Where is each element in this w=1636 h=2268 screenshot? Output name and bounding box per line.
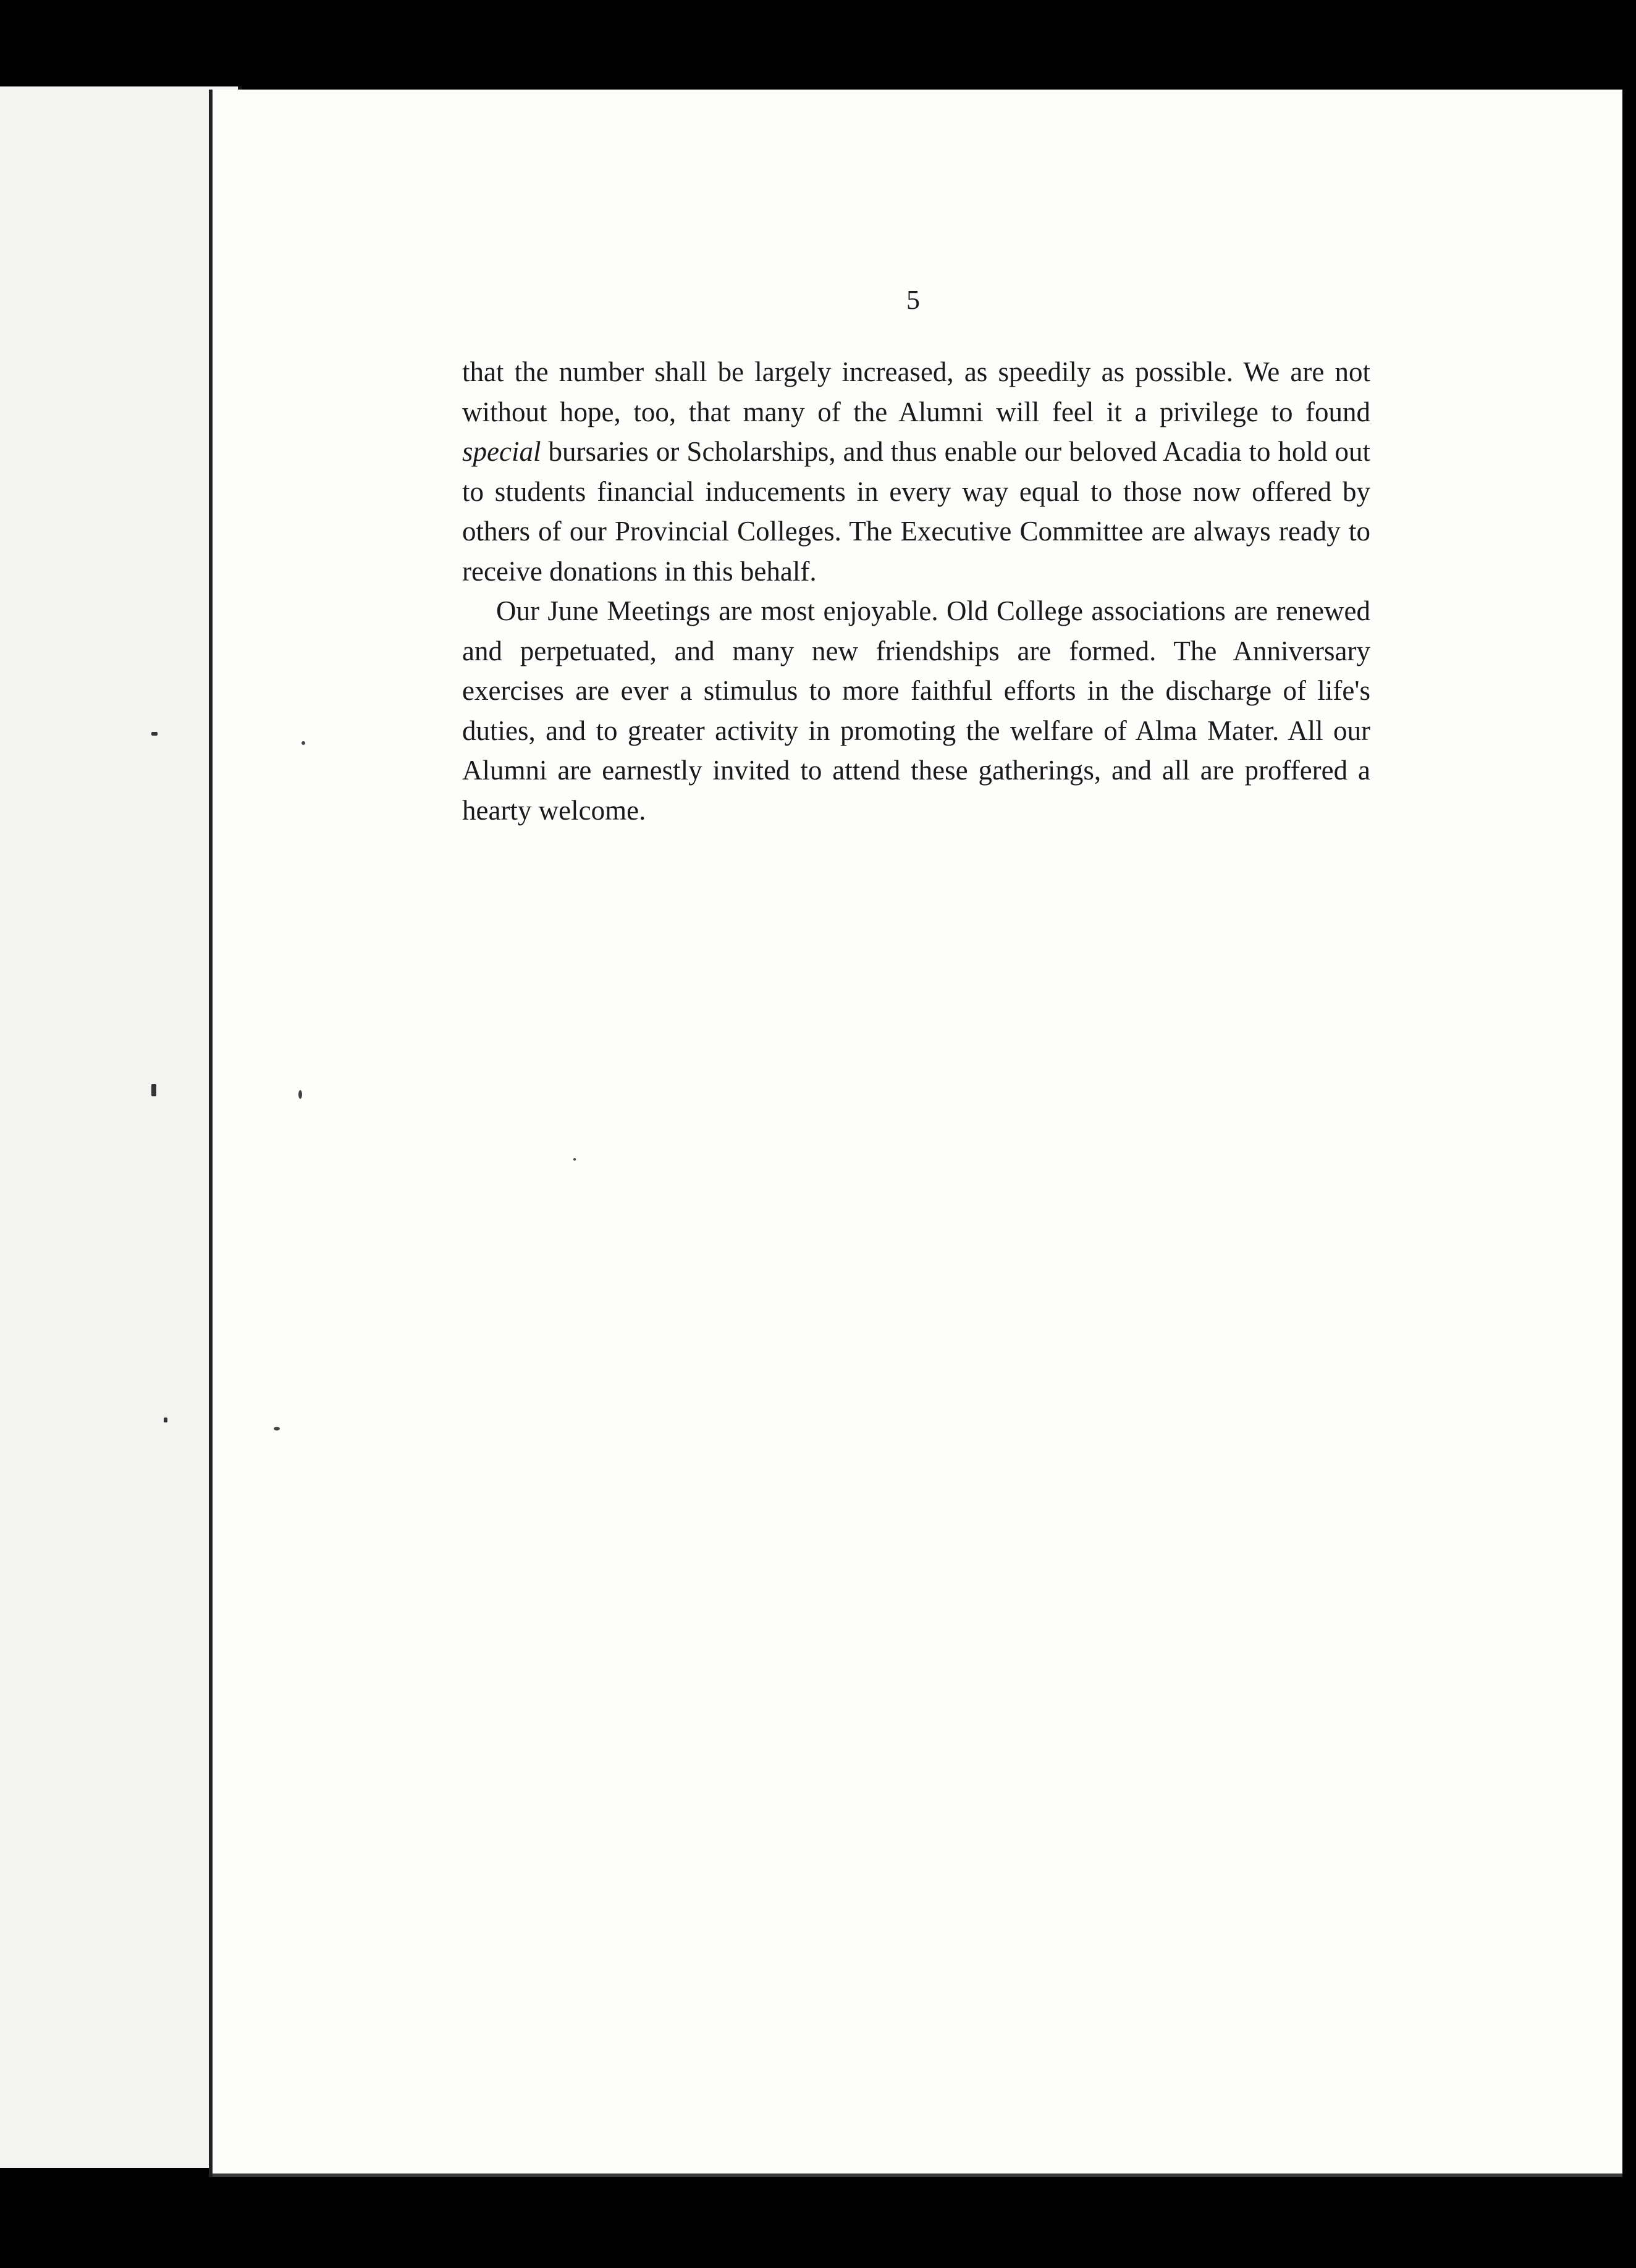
ink-speck	[151, 732, 158, 736]
ink-speck	[151, 1084, 156, 1096]
italic-word: special	[462, 436, 541, 467]
ink-speck	[298, 1090, 302, 1099]
page-number: 5	[906, 285, 920, 315]
ink-speck	[301, 741, 305, 745]
book-page	[209, 90, 1622, 2177]
ink-speck	[274, 1427, 280, 1430]
previous-page-edge	[0, 86, 242, 2168]
previous-page-text-fragments	[0, 86, 238, 2168]
paragraph	[462, 352, 1370, 591]
paragraph-text: bursaries or Scholarships, and thus enable our beloved Acadia to hold out to students financial inducements in every way equal to those now offered by others of our Provincial Colleges. The Executive Committee are always ready to receive donations in this behalf.	[462, 436, 1370, 587]
paragraph-text: that the number shall be largely increased, as speedily as possible. We are not without hope, too, that many of the Alumni will feel it a privilege to found	[462, 356, 1370, 427]
ink-speck	[164, 1418, 167, 1422]
page-body	[462, 352, 1370, 830]
ink-speck	[573, 1158, 576, 1161]
paragraph: Our June Meetings are most enjoyable. Old College associations are renewed and perpetuated, and many new friendships are formed. The Anniversary exercises are ever a stimulus to more faithful efforts in the discharge of life's duties, and to greater activity in promoting the welfare of Alma Mater. All our Alumni are earnestly invited to attend these gatherings, and all are proffered a hearty welcome.	[462, 595, 1370, 826]
